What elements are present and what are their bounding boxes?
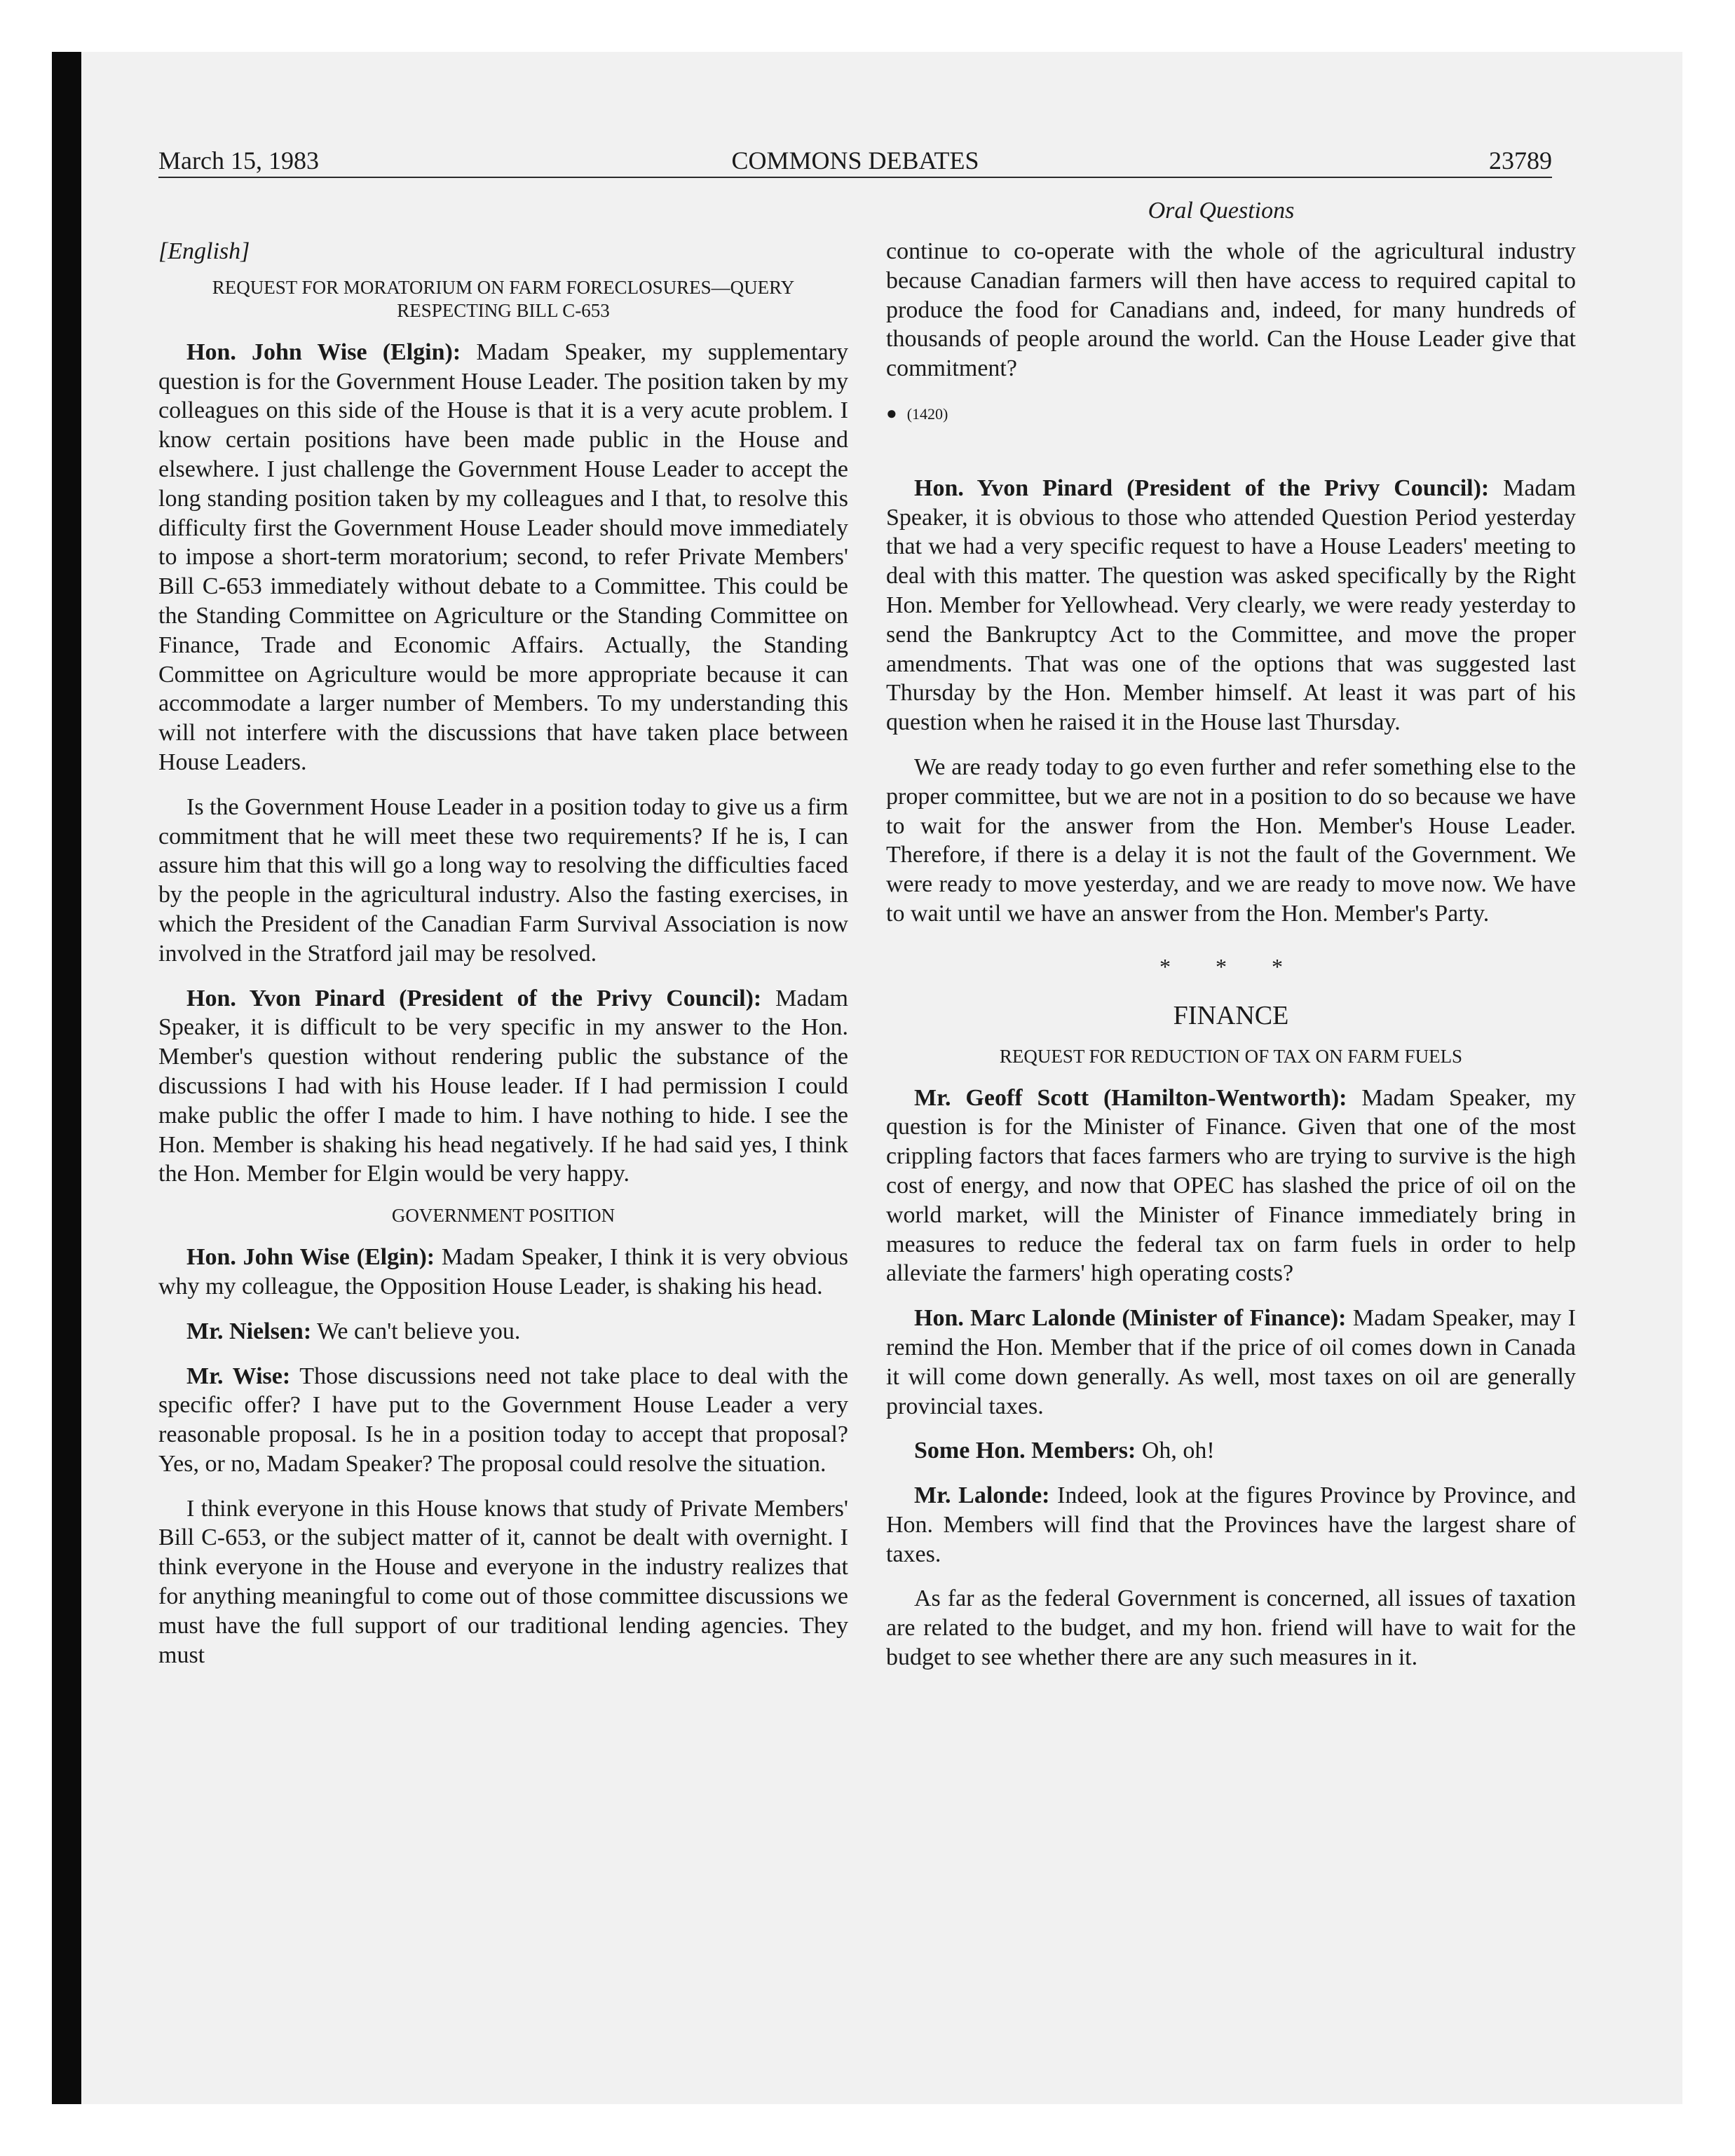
- speaker-name: Hon. Yvon Pinard (President of the Privy Council):: [186, 985, 762, 1011]
- speaker-name: Mr. Lalonde:: [914, 1482, 1050, 1509]
- speech-paragraph: continue to co-operate with the whole of the agricultural industry because Canadian farmers will then have access to required capital to produce the food for Canadians and, indeed, for many hundreds of thousands of people around the world. Can the House Leader give that commitment?: [886, 238, 1576, 382]
- speech-paragraph: [886, 1481, 1576, 1569]
- speech-text: Madam Speaker, it is obvious to those who attended Question Period yesterday that we had a very specific request to have a House Leaders' meeting to deal with this matter. The question was asked specifically by the Right Hon. Member for Yellowhead. Very clearly, we were ready yesterday to send the Bankruptcy Act to the Committee, and move the proper amendments. That was one of the options that was suggested last Thursday by the Hon. Member himself. At least it was part of his question when he raised it in the House last Thursday.: [886, 475, 1576, 736]
- speech-text: Oh, oh!: [1136, 1438, 1215, 1464]
- header-title: COMMONS DEBATES: [731, 146, 979, 175]
- speech-paragraph: [158, 1243, 848, 1302]
- section-rubric: Oral Questions: [1148, 198, 1295, 224]
- header-page-number: 23789: [1489, 146, 1552, 175]
- header-date: March 15, 1983: [158, 146, 319, 175]
- scan-edge-bar: [52, 52, 81, 2104]
- language-note: [English]: [158, 238, 250, 264]
- subject-heading: GOVERNMENT POSITION: [391, 1205, 615, 1227]
- speaker-name: Hon. Yvon Pinard (President of the Privy Council):: [914, 475, 1490, 501]
- speaker-name: Mr. Wise:: [186, 1363, 291, 1389]
- speaker-name: Mr. Nielsen:: [186, 1318, 312, 1344]
- section-title: FINANCE: [1173, 1000, 1289, 1030]
- speech-paragraph: [886, 1084, 1576, 1289]
- speaker-name: Hon. Marc Lalonde (Minister of Finance):: [914, 1305, 1347, 1332]
- speech-paragraph: [158, 1317, 848, 1346]
- speech-text: Madam Speaker, my supplementary question is for the Government House Leader. The position taken by my colleagues on this side of the House is that it is a very acute problem. I know certain positions have been made public in the House and elsewhere. I just challenge the Government House Leader to accept the long standing position taken by my colleagues and I that, to resolve this difficulty first the Government House Leader should move immediately to impose a short-term moratorium; second, to refer Private Members' Bill C-653 immediately without debate to a Committee. This could be the Standing Committee on Agriculture or the Standing Committee on Finance, Trade and Economic Affairs. Actually, the Standing Committee on Agriculture would be more appropriate because it can accommodate a larger number of Members. To my understanding this will not interfere with the discussions that have taken place between House Leaders.: [158, 339, 848, 775]
- speech-paragraph: As far as the federal Government is concerned, all issues of taxation are related to the budget, and my hon. friend will have to wait for the budget to see whether there are any such measures in it.: [886, 1585, 1576, 1671]
- right-column: [886, 237, 1576, 1933]
- page-header: [158, 144, 1552, 178]
- speech-paragraph: [886, 1436, 1576, 1466]
- speech-text: We can't believe you.: [311, 1318, 521, 1344]
- speech-paragraph: [158, 984, 848, 1189]
- speech-paragraph: [886, 474, 1576, 737]
- speech-paragraph: I think everyone in this House knows that study of Private Members' Bill C-653, or the subject matter of it, cannot be dealt with overnight. I think everyone in the House and everyone in the industry realizes that for anything meaningful to come out of those committee discussions we must have the full support of our traditional lending agencies. They must: [158, 1495, 848, 1668]
- speaker-name: Some Hon. Members:: [914, 1438, 1136, 1464]
- speaker-name: Mr. Geoff Scott (Hamilton-Wentworth):: [914, 1084, 1347, 1111]
- speaker-name: Hon. John Wise (Elgin):: [186, 1244, 435, 1271]
- speech-paragraph: We are ready today to go even further and refer something else to the proper committee, but we are not in a position to do so because we have to wait for the answer from the Hon. Member's House Leader. Therefore, if there is a delay it is not the fault of the Government. We were ready to move yesterday, and we are ready to move now. We have to wait until we have an answer from the Hon. Member's Party.: [886, 753, 1576, 927]
- left-column: [158, 237, 848, 1933]
- speech-paragraph: Is the Government House Leader in a position today to give us a firm commitment that he will meet these two requirements? If he is, I can assure him that this will go a long way to resolving the difficulties faced by the people in the agricultural industry. Also the fasting exercises, in which the President of the Canadian Farm Survival Association is now involved in the Stratford jail may be resolved.: [158, 793, 848, 967]
- subject-heading: REQUEST FOR MORATORIUM ON FARM FORECLOSURES—QUERY RESPECTING BILL C-653: [212, 276, 795, 321]
- speech-text: Indeed, look at the figures Province by Province, and Hon. Members will find that the Provinces have the largest share of taxes.: [886, 1482, 1576, 1567]
- speech-text: Madam Speaker, my question is for the Minister of Finance. Given that one of the most crippling factors that faces farmers who are trying to survive is the high cost of energy, and now that OPEC has slashed the price of oil on the world market, will the Minister of Finance immediately bring in measures to reduce the federal tax on farm fuels in order to help alleviate the farmers' high operating costs?: [886, 1084, 1576, 1287]
- speech-text: Madam Speaker, I think it is very obvious why my colleague, the Opposition House Leader, is shaking his head.: [158, 1244, 848, 1299]
- speaker-name: Hon. John Wise (Elgin):: [186, 339, 461, 365]
- speech-paragraph: [158, 1362, 848, 1479]
- time-marker: [886, 399, 1576, 429]
- speech-text: Those discussions need not take place to deal with the specific offer? I have put to the Government House Leader a very reasonable proposal. Is he in a position today to accept that proposal? Yes, or no, Madam Speaker? The proposal could resolve the situation.: [158, 1363, 848, 1477]
- speech-paragraph: [886, 1304, 1576, 1421]
- speech-paragraph: [158, 338, 848, 777]
- subject-heading: REQUEST FOR REDUCTION OF TAX ON FARM FUELS: [999, 1045, 1463, 1067]
- time-marker-text: (1420): [906, 404, 948, 423]
- speech-text: Madam Speaker, it is difficult to be very specific in my answer to the Hon. Member's question without rendering public the substance of the discussions I had with his House leader. If I had permission I could make public the offer I made to him. I have nothing to hide. I see the Hon. Member is shaking his head negatively. If he had said yes, I think the Hon. Member for Elgin would be very happy.: [158, 985, 848, 1187]
- section-separator: * * *: [1159, 953, 1302, 979]
- bullet-icon: ●: [886, 402, 897, 423]
- speech-text: Madam Speaker, may I remind the Hon. Member that if the price of oil comes down in Canada it will come down generally. As well, most taxes on oil are generally provincial taxes.: [886, 1305, 1576, 1419]
